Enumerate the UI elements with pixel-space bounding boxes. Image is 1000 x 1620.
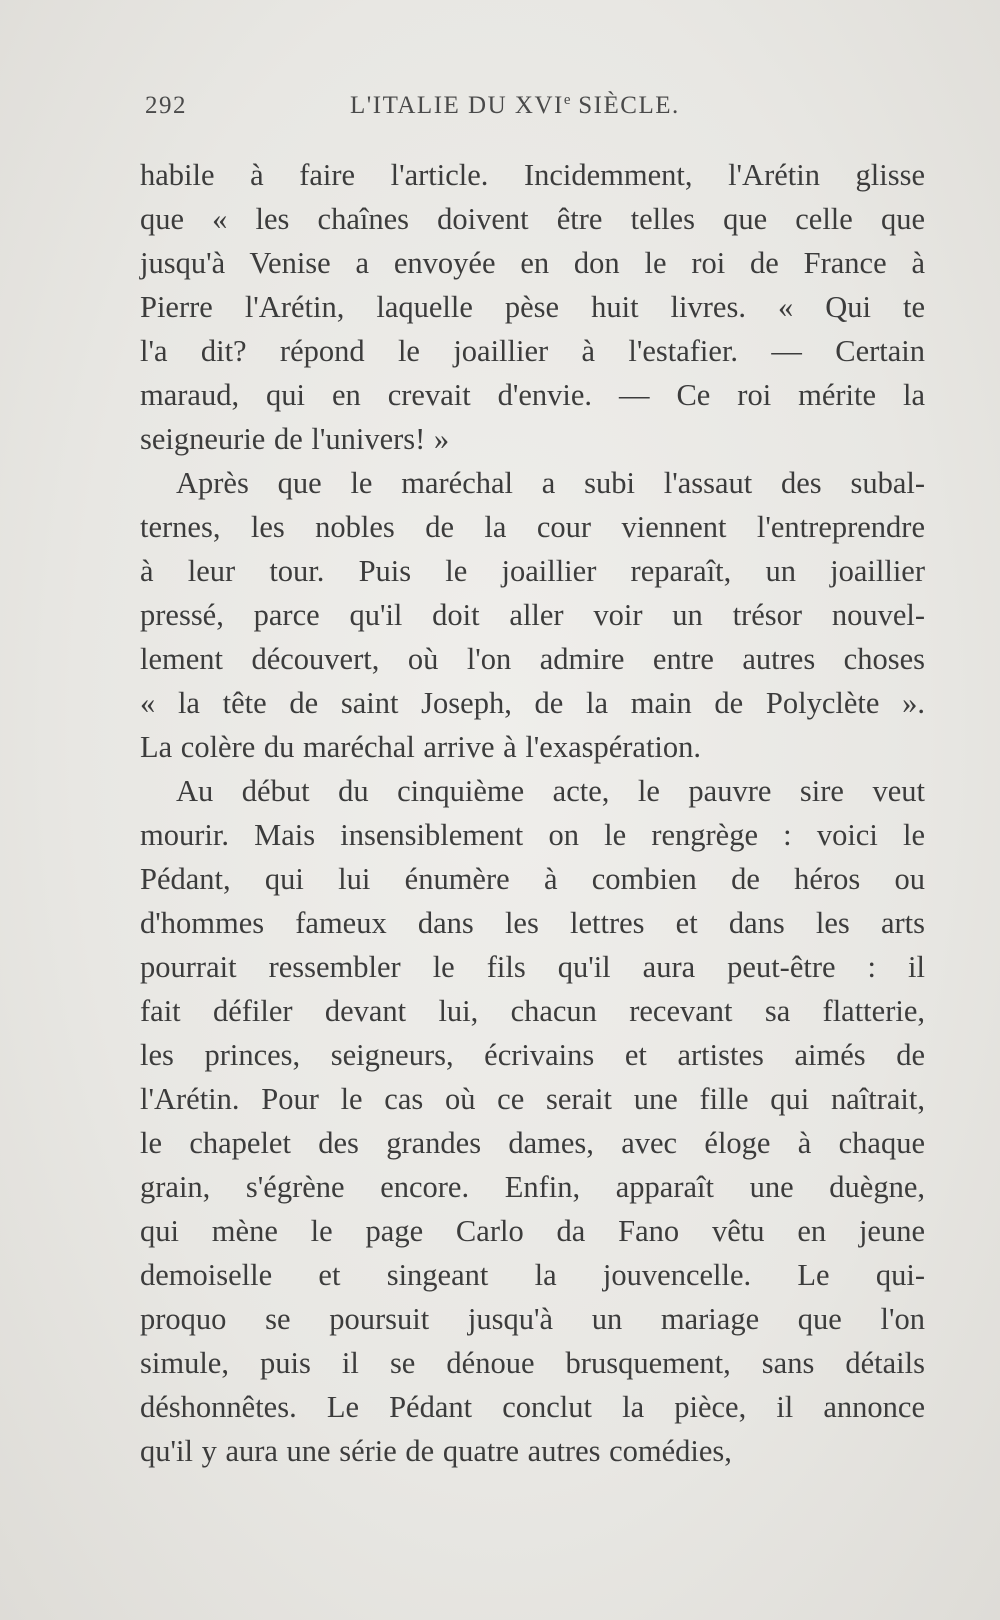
text-line: l'Arétin. Pour le cas où ce serait une fille qui naîtrait, [140,1082,925,1116]
text-line: fait défiler devant lui, chacun recevant sa flatterie, [140,994,925,1028]
text-line: que « les chaînes doivent être telles que celle que [140,202,925,236]
running-title-superscript: e [563,92,571,108]
text-line: Après que le maréchal a subi l'assaut des subal- [176,466,925,500]
text-line: maraud, qui en crevait d'envie. — Ce roi mérite la [140,378,925,412]
text-line: déshonnêtes. Le Pédant conclut la pièce, il annonce [140,1390,925,1424]
text-line: La colère du maréchal arrive à l'exaspération. [140,730,702,764]
text-line: les princes, seigneurs, écrivains et artistes aimés de [140,1038,925,1072]
running-title-prefix: L'ITALIE DU XVI [350,92,564,119]
text-line: seigneurie de l'univers! » [140,422,450,456]
text-line: Pierre l'Arétin, laquelle pèse huit livres. « Qui te [140,290,925,324]
paragraph [140,461,925,769]
text-line: simule, puis il se dénoue brusquement, sans détails [140,1346,925,1380]
running-title-suffix: SIÈCLE. [570,92,680,119]
text-line: pourrait ressembler le fils qu'il aura peut-être : il [140,950,925,984]
text-line: à leur tour. Puis le joaillier reparaît, un joaillier [140,554,925,588]
running-title [350,92,680,120]
text-line: mourir. Mais insensiblement on le rengrège : voici le [140,818,925,852]
text-line: proquo se poursuit jusqu'à un mariage que l'on [140,1302,925,1336]
text-line: qu'il y aura une série de quatre autres comédies, [140,1434,732,1468]
running-head [140,92,925,132]
text-line: demoiselle et singeant la jouvencelle. Le qui- [140,1258,925,1292]
text-line: pressé, parce qu'il doit aller voir un trésor nouvel- [140,598,925,632]
page-number: 292 [145,92,187,119]
body-text [140,153,925,1473]
text-line: grain, s'égrène encore. Enfin, apparaît une duègne, [140,1170,925,1204]
text-line: jusqu'à Venise a envoyée en don le roi de France à [140,246,925,280]
text-line: ternes, les nobles de la cour viennent l'entreprendre [140,510,925,544]
text-line: Pédant, qui lui énumère à combien de héros ou [140,862,925,896]
paragraph [140,153,925,461]
text-line: « la tête de saint Joseph, de la main de Polyclète ». [140,686,925,720]
text-line: qui mène le page Carlo da Fano vêtu en jeune [140,1214,925,1248]
text-line: l'a dit? répond le joaillier à l'estafier. — Certain [140,334,925,368]
paragraph [140,769,925,1473]
text-line: lement découvert, où l'on admire entre autres choses [140,642,925,676]
text-line: habile à faire l'article. Incidemment, l'Arétin glisse [140,158,925,192]
text-line: Au début du cinquième acte, le pauvre sire veut [176,774,925,808]
text-line: d'hommes fameux dans les lettres et dans les arts [140,906,925,940]
text-line: le chapelet des grandes dames, avec éloge à chaque [140,1126,925,1160]
